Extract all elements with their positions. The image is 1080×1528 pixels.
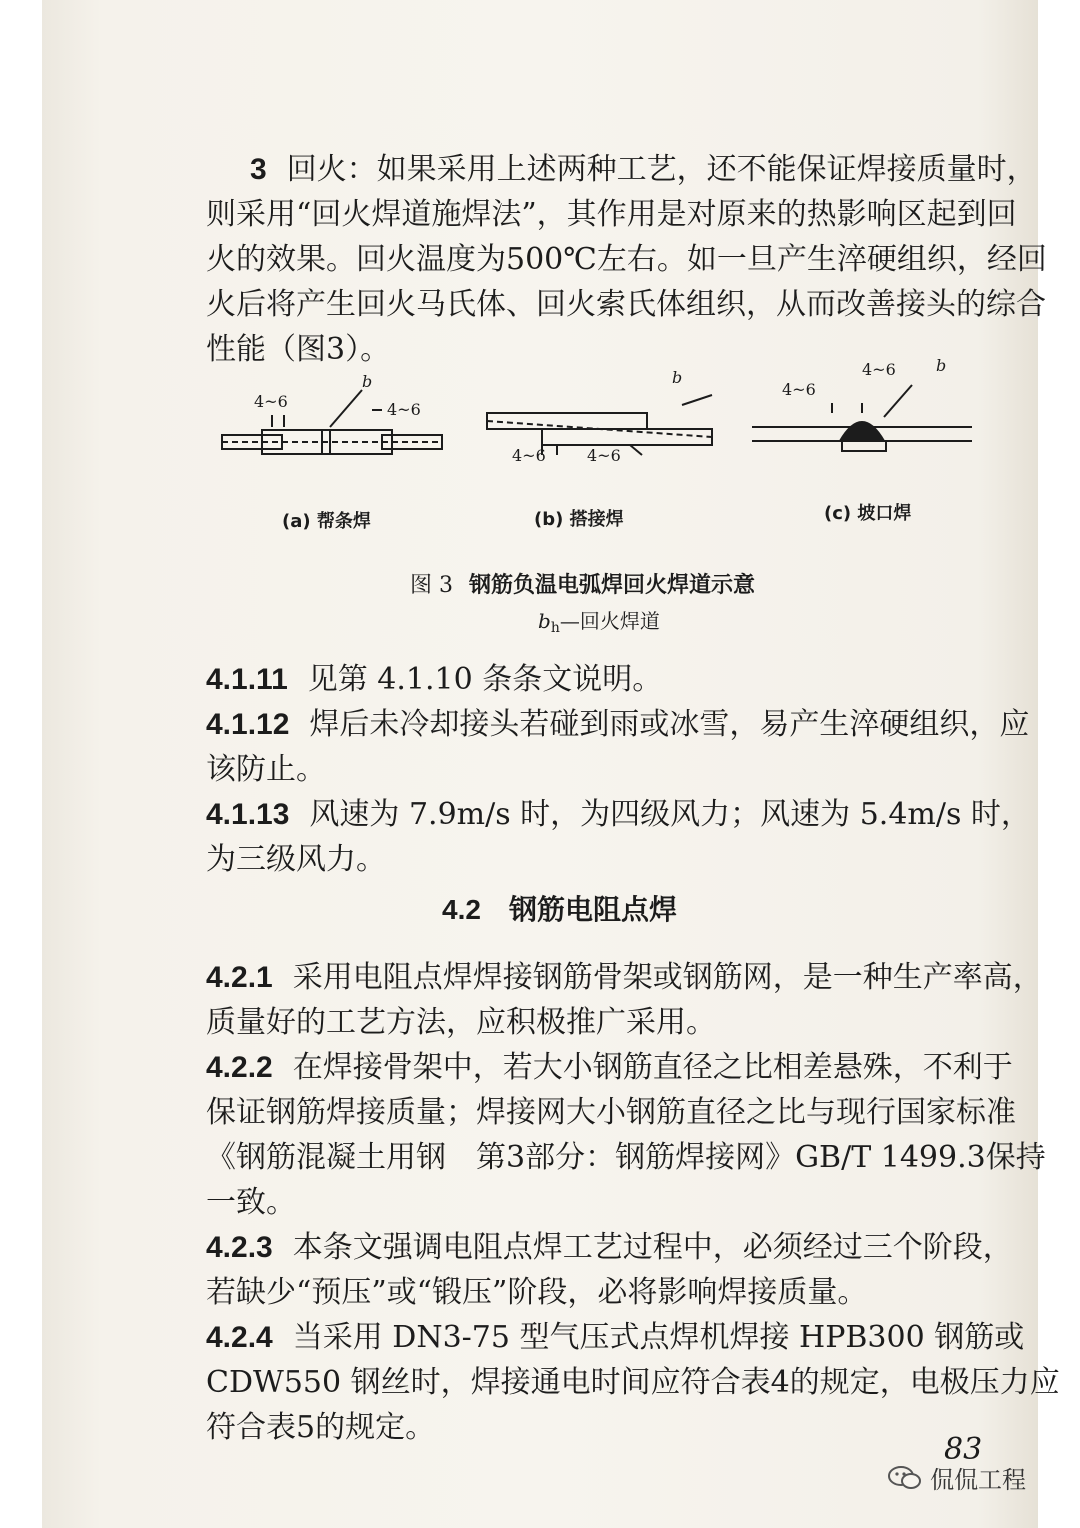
dim-c-mid: 4~6 — [862, 360, 896, 379]
dim-a-bh: b — [362, 372, 373, 391]
clause-number: 4.1.13 — [206, 798, 290, 831]
figure-caption — [410, 568, 755, 599]
clause-text: 火后将产生回火马氏体、回火索氏体组织，从而改善接头的综合 — [206, 287, 1046, 322]
watermark — [888, 1460, 1026, 1495]
figure-c-label: (c) 坡口焊 — [824, 503, 912, 524]
text-line — [206, 660, 986, 700]
clause-text: 则采用“回火焊道施焊法”，其作用是对原来的热影响区起到回 — [206, 197, 1017, 232]
clause-text: 保证钢筋焊接质量；焊接网大小钢筋直径之比与现行国家标准 — [206, 1095, 1016, 1130]
clause-number: 3 — [250, 153, 267, 186]
figure-note-text: —回火焊道 — [559, 609, 660, 633]
text-line — [206, 1093, 1016, 1133]
figure-caption-text: 钢筋负温电弧焊回火焊道示意 — [469, 572, 756, 598]
clause-text: 为三级风力。 — [206, 842, 386, 877]
figure-note-b: b — [538, 609, 551, 633]
page-number: 83 — [944, 1432, 983, 1467]
watermark-text: 侃侃工程 — [930, 1466, 1026, 1494]
clause-number: 4.1.11 — [206, 663, 288, 696]
text-line — [206, 705, 1030, 745]
clause-text: 火的效果。回火温度为500℃左右。如一旦产生淬硬组织，经回 — [206, 242, 1047, 277]
figure-b-label: (b) 搭接焊 — [534, 509, 624, 530]
text-line — [206, 1363, 1060, 1403]
figure-a-label: (a) 帮条焊 — [282, 511, 371, 532]
figure-note-sub: h — [550, 620, 560, 636]
text-line — [206, 1048, 1013, 1088]
clause-text: 采用电阻点焊焊接钢筋骨架或钢筋网，是一种生产率高， — [292, 960, 1043, 995]
clause-number: 4.2.3 — [206, 1231, 273, 1264]
clause-number: 4.2.2 — [206, 1051, 273, 1084]
dim-b-left: 4~6 — [512, 446, 546, 465]
text-line — [206, 1408, 986, 1448]
clause-text: 见第 4.1.10 条条文说明。 — [307, 662, 663, 697]
clause-text: 《钢筋混凝土用钢 第3部分：钢筋焊接网》GB/T 1499.3保持 — [206, 1140, 1046, 1175]
dim-b-bh: b — [672, 368, 683, 387]
clause-text: 该防止。 — [206, 752, 326, 787]
text-line — [206, 1318, 1025, 1358]
clause-text: 性能（图3）。 — [206, 332, 391, 367]
text-line — [206, 1183, 986, 1223]
text-line — [206, 840, 986, 880]
clause-number: 4.2.4 — [206, 1321, 273, 1354]
text-line — [206, 795, 1031, 835]
dim-c-bh: b — [936, 356, 947, 375]
wechat-icon — [888, 1465, 922, 1491]
dim-a-left: 4~6 — [254, 392, 288, 411]
text-line — [206, 1273, 986, 1313]
text-line — [206, 1138, 1046, 1178]
clause-text: 在焊接骨架中，若大小钢筋直径之比相差悬殊，不利于 — [292, 1050, 1013, 1085]
welding-figure — [212, 355, 992, 545]
text-line — [206, 150, 1037, 190]
figure-caption-number: 图 3 — [410, 573, 453, 598]
section-heading — [442, 888, 677, 928]
figure-note — [538, 605, 660, 636]
dim-c-left: 4~6 — [782, 380, 816, 399]
clause-text: 当采用 DN3-75 型气压式点焊机焊接 HPB300 钢筋或 — [292, 1320, 1025, 1355]
clause-text: 焊后未冷却接头若碰到雨或冰雪，易产生淬硬组织，应 — [309, 707, 1030, 742]
section-title: 钢筋电阻点焊 — [508, 893, 677, 926]
section-number: 4.2 — [442, 894, 481, 925]
clause-text: 质量好的工艺方法，应积极推广采用。 — [206, 1005, 716, 1040]
text-line — [206, 1228, 1013, 1268]
clause-text: 本条文强调电阻点焊工艺过程中，必须经过三个阶段， — [292, 1230, 1013, 1265]
clause-text: 若缺少“预压”或“锻压”阶段，必将影响焊接质量。 — [206, 1275, 868, 1310]
clause-text: 符合表5的规定。 — [206, 1410, 436, 1445]
text-line — [206, 285, 1046, 325]
clause-number: 4.2.1 — [206, 961, 273, 994]
clause-text: 风速为 7.9m/s 时，为四级风力；风速为 5.4m/s 时， — [309, 797, 1031, 832]
text-line — [206, 750, 986, 790]
dim-a-right: 4~6 — [387, 400, 421, 419]
clause-text: 一致。 — [206, 1185, 296, 1220]
book-page — [42, 0, 1060, 1528]
clause-text: CDW550 钢丝时，焊接通电时间应符合表4的规定，电极压力应 — [206, 1365, 1060, 1400]
dim-b-right: 4~6 — [587, 446, 621, 465]
clause-text: 回火：如果采用上述两种工艺，还不能保证焊接质量时， — [286, 152, 1037, 187]
text-line — [206, 240, 1047, 280]
text-line — [206, 1003, 986, 1043]
text-line — [206, 195, 1017, 235]
text-line — [206, 958, 1043, 998]
clause-number: 4.1.12 — [206, 708, 290, 741]
